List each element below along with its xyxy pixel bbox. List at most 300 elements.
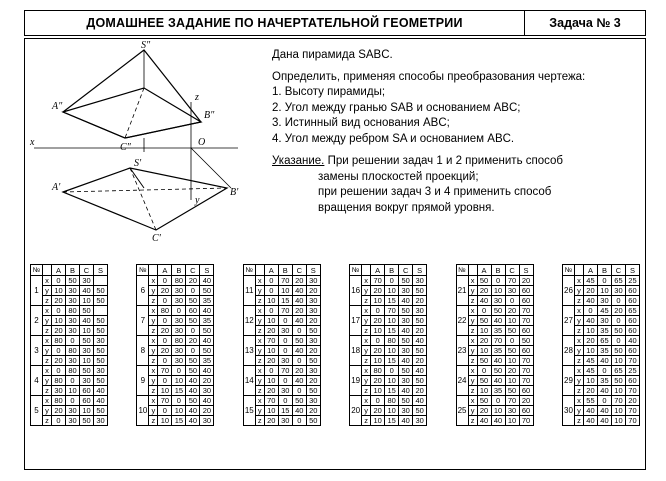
cell-c: 50: [505, 386, 519, 396]
axis-z: z: [43, 416, 52, 426]
table-row: [31, 316, 108, 326]
cell-s: 20: [306, 316, 320, 326]
axis-z: z: [362, 326, 371, 336]
axis-y: y: [149, 346, 158, 356]
cell-b: 30: [66, 356, 80, 366]
axis-x: x: [43, 396, 52, 406]
cell-c: 70: [505, 276, 519, 286]
cell-s: 40: [625, 336, 639, 346]
cell-b: 30: [66, 286, 80, 296]
cell-b: 40: [597, 386, 611, 396]
table-row: [31, 336, 108, 346]
cell-a: 50: [477, 276, 491, 286]
cell-c: 0: [505, 296, 519, 306]
cell-b: 0: [66, 376, 80, 386]
table-row: [456, 296, 533, 306]
cell-c: 50: [186, 396, 200, 406]
axis-x: x: [574, 276, 583, 286]
axis-x: x: [574, 336, 583, 346]
cell-c: 20: [292, 276, 306, 286]
cell-s: 60: [625, 376, 639, 386]
table-row: [137, 306, 214, 316]
row-number: 2: [31, 306, 43, 336]
table-row: [350, 356, 427, 366]
axis-y: y: [255, 376, 264, 386]
svg-text:z: z: [195, 92, 199, 103]
cell-s: 50: [413, 406, 427, 416]
cell-s: 50: [413, 346, 427, 356]
row-number: 21: [456, 276, 468, 306]
cell-b: 40: [491, 316, 505, 326]
cell-a: 20: [52, 356, 66, 366]
cell-a: 0: [583, 306, 597, 316]
cell-b: 30: [66, 406, 80, 416]
table-row: [31, 276, 108, 286]
cell-c: 40: [292, 296, 306, 306]
cell-c: 40: [186, 406, 200, 416]
axis-z: z: [468, 296, 477, 306]
cell-a: 0: [52, 276, 66, 286]
cell-s: 60: [519, 386, 533, 396]
table-row: [456, 386, 533, 396]
cell-b: 0: [597, 366, 611, 376]
cell-s: 30: [306, 306, 320, 316]
cell-c: 30: [399, 286, 413, 296]
cell-s: 70: [625, 356, 639, 366]
svg-text:C': C': [152, 233, 161, 244]
coordinate-table-1: [30, 264, 108, 426]
cell-b: 70: [491, 336, 505, 346]
table-row: [350, 326, 427, 336]
cell-s: 50: [94, 406, 108, 416]
cell-b: 0: [597, 276, 611, 286]
header-c: C: [186, 265, 200, 276]
header-no: №: [456, 265, 468, 276]
cell-s: 20: [200, 376, 214, 386]
cell-b: 0: [172, 366, 186, 376]
pyramid-drawing: [26, 40, 276, 250]
cell-c: 50: [80, 366, 94, 376]
row-number: 26: [562, 276, 574, 306]
cell-b: 40: [597, 416, 611, 426]
cell-s: 60: [519, 406, 533, 416]
cell-a: 70: [158, 366, 172, 376]
cell-a: 0: [264, 286, 278, 296]
cell-s: 20: [413, 326, 427, 336]
cell-b: 15: [278, 406, 292, 416]
cell-s: 60: [625, 316, 639, 326]
cell-c: 40: [186, 376, 200, 386]
cell-c: 0: [292, 386, 306, 396]
table-header-row: [243, 265, 320, 276]
table-row: [562, 406, 639, 416]
axis-x: x: [468, 336, 477, 346]
cell-c: 30: [399, 316, 413, 326]
header-b: B: [385, 265, 399, 276]
cell-a: 20: [583, 386, 597, 396]
cell-s: 70: [519, 416, 533, 426]
cell-a: 20: [477, 336, 491, 346]
table-header-row: [31, 265, 108, 276]
cell-a: 40: [477, 296, 491, 306]
axis-y: y: [362, 376, 371, 386]
cell-c: 40: [292, 376, 306, 386]
axis-x: x: [362, 276, 371, 286]
axis-z: z: [362, 386, 371, 396]
cell-b: 30: [278, 386, 292, 396]
table-row: [137, 336, 214, 346]
cell-a: 0: [158, 336, 172, 346]
cell-c: 70: [505, 396, 519, 406]
cell-a: 10: [158, 416, 172, 426]
cell-b: 10: [491, 286, 505, 296]
cell-a: 20: [371, 346, 385, 356]
cell-a: 40: [583, 416, 597, 426]
cell-b: 15: [385, 386, 399, 396]
axis-z: z: [43, 386, 52, 396]
svg-text:A': A': [52, 182, 61, 193]
cell-a: 70: [264, 396, 278, 406]
cell-c: 10: [80, 296, 94, 306]
cell-b: 10: [172, 406, 186, 416]
cell-s: 60: [625, 286, 639, 296]
table-row: [31, 376, 108, 386]
cell-s: 20: [306, 346, 320, 356]
table-row: [31, 356, 108, 366]
cell-s: 40: [413, 366, 427, 376]
header-c: C: [399, 265, 413, 276]
cell-s: 60: [625, 296, 639, 306]
cell-b: 30: [172, 296, 186, 306]
row-number: 14: [243, 366, 255, 396]
cell-s: 50: [94, 376, 108, 386]
header-no: №: [562, 265, 574, 276]
svg-text:x: x: [30, 137, 35, 148]
cell-a: 20: [52, 406, 66, 416]
axis-x: x: [149, 336, 158, 346]
header-s: S: [413, 265, 427, 276]
cell-a: 20: [477, 406, 491, 416]
cell-a: 0: [158, 356, 172, 366]
cell-s: 40: [200, 336, 214, 346]
cell-c: 40: [186, 386, 200, 396]
row-number: 20: [350, 396, 362, 426]
axis-y: y: [43, 346, 52, 356]
cell-c: 0: [611, 316, 625, 326]
axis-y: y: [255, 346, 264, 356]
table-row: [456, 356, 533, 366]
table-row: [350, 346, 427, 356]
cell-b: 50: [491, 306, 505, 316]
cell-s: 60: [519, 346, 533, 356]
cell-b: 30: [491, 296, 505, 306]
cell-s: 50: [413, 286, 427, 296]
row-number: 15: [243, 396, 255, 426]
cell-b: 0: [385, 366, 399, 376]
cell-c: 50: [80, 336, 94, 346]
cell-c: 10: [80, 326, 94, 336]
cell-s: 50: [306, 326, 320, 336]
table-row: [350, 416, 427, 426]
cell-a: 10: [583, 346, 597, 356]
cell-s: 20: [306, 376, 320, 386]
coordinate-table-4: [349, 264, 427, 426]
cell-b: 10: [385, 316, 399, 326]
task-item-2: 2. Угол между гранью SAB и основанием ABC;: [272, 101, 521, 114]
cell-a: 20: [477, 286, 491, 296]
cell-b: 15: [172, 416, 186, 426]
cell-s: 50: [94, 286, 108, 296]
table-row: [243, 376, 320, 386]
cell-a: 10: [158, 386, 172, 396]
axis-x: x: [149, 366, 158, 376]
table-row: [562, 296, 639, 306]
axis-x: x: [362, 396, 371, 406]
cell-a: 30: [52, 386, 66, 396]
header-a: A: [583, 265, 597, 276]
cell-c: 50: [186, 366, 200, 376]
cell-s: 70: [519, 316, 533, 326]
cell-c: 70: [611, 396, 625, 406]
axis-x: x: [43, 276, 52, 286]
table-row: [137, 396, 214, 406]
cell-a: 50: [477, 316, 491, 326]
cell-a: 0: [264, 306, 278, 316]
cell-c: 50: [399, 336, 413, 346]
cell-a: 0: [52, 416, 66, 426]
cell-a: 0: [158, 296, 172, 306]
table-row: [243, 316, 320, 326]
axis-z: z: [255, 416, 264, 426]
axis-z: z: [362, 356, 371, 366]
svg-text:S": S": [141, 40, 151, 51]
svg-text:B": B": [204, 110, 215, 121]
cell-b: 35: [491, 326, 505, 336]
axis-x: x: [149, 306, 158, 316]
cell-s: 60: [519, 326, 533, 336]
axis-x: x: [574, 366, 583, 376]
cell-c: 30: [80, 376, 94, 386]
table-row: [31, 306, 108, 316]
coordinate-table-6: [562, 264, 640, 426]
cell-c: 50: [186, 316, 200, 326]
axis-z: z: [149, 326, 158, 336]
task-item-1: 1. Высоту пирамиды;: [272, 86, 386, 98]
axis-z: z: [149, 416, 158, 426]
axis-z: z: [149, 356, 158, 366]
cell-a: 10: [477, 346, 491, 356]
cell-b: 0: [172, 396, 186, 406]
cell-a: 20: [264, 356, 278, 366]
cell-b: 30: [66, 296, 80, 306]
cell-a: 80: [52, 336, 66, 346]
cell-c: 0: [611, 336, 625, 346]
axis-z: z: [468, 326, 477, 336]
cell-b: 40: [491, 376, 505, 386]
hint-line-4: вращения вокруг прямой уровня.: [318, 201, 495, 214]
row-number: 5: [31, 396, 43, 426]
header-no: №: [137, 265, 149, 276]
row-number: 11: [243, 276, 255, 306]
cell-a: 20: [371, 376, 385, 386]
cell-c: 20: [611, 306, 625, 316]
axis-x: x: [362, 306, 371, 316]
cell-c: 10: [505, 316, 519, 326]
cell-s: 20: [413, 296, 427, 306]
cell-c: 0: [611, 296, 625, 306]
row-number: 9: [137, 366, 149, 396]
cell-s: 70: [519, 356, 533, 366]
axis-z: z: [149, 296, 158, 306]
cell-a: 50: [477, 356, 491, 366]
cell-a: 10: [371, 386, 385, 396]
cell-c: 30: [80, 276, 94, 286]
cell-c: 20: [505, 306, 519, 316]
cell-s: 40: [94, 396, 108, 406]
cell-a: 45: [583, 276, 597, 286]
table-row: [243, 346, 320, 356]
cell-b: 40: [491, 356, 505, 366]
cell-a: 0: [158, 376, 172, 386]
cell-a: 0: [477, 306, 491, 316]
cell-b: 70: [278, 306, 292, 316]
cell-s: 30: [306, 396, 320, 406]
cell-c: 10: [80, 406, 94, 416]
cell-a: 10: [371, 296, 385, 306]
cell-a: 40: [583, 406, 597, 416]
row-number: 24: [456, 366, 468, 396]
cell-s: 70: [519, 306, 533, 316]
cell-s: 50: [413, 376, 427, 386]
cell-a: 20: [264, 326, 278, 336]
axis-z: z: [255, 356, 264, 366]
cell-a: 20: [52, 296, 66, 306]
table-row: [243, 366, 320, 376]
table-row: [562, 326, 639, 336]
row-number: 23: [456, 336, 468, 366]
coordinate-table-5: [456, 264, 534, 426]
cell-b: 80: [66, 366, 80, 376]
cell-c: 30: [399, 406, 413, 416]
header-s: S: [200, 265, 214, 276]
table-row: [562, 356, 639, 366]
cell-a: 80: [52, 376, 66, 386]
axis-z: z: [43, 296, 52, 306]
cell-a: 10: [371, 416, 385, 426]
cell-a: 0: [158, 316, 172, 326]
cell-s: 35: [200, 296, 214, 306]
axis-x: x: [468, 396, 477, 406]
cell-s: 50: [519, 336, 533, 346]
table-header-row: [137, 265, 214, 276]
table-header-row: [562, 265, 639, 276]
cell-s: 25: [625, 366, 639, 376]
axis-y: y: [149, 316, 158, 326]
cell-c: 10: [505, 416, 519, 426]
coordinate-table-2: [136, 264, 214, 426]
table-row: [137, 386, 214, 396]
row-number: 6: [137, 276, 149, 306]
header-b: B: [278, 265, 292, 276]
axis-z: z: [574, 356, 583, 366]
cell-b: 30: [172, 346, 186, 356]
cell-b: 0: [278, 376, 292, 386]
cell-s: 20: [200, 406, 214, 416]
cell-b: 35: [491, 346, 505, 356]
table-row: [243, 306, 320, 316]
header-b: B: [491, 265, 505, 276]
cell-b: 10: [491, 406, 505, 416]
header-s: S: [94, 265, 108, 276]
cell-a: 55: [583, 396, 597, 406]
table-row: [137, 316, 214, 326]
cell-a: 0: [52, 306, 66, 316]
axis-y: y: [43, 286, 52, 296]
cell-a: 0: [477, 366, 491, 376]
axis-x: x: [43, 306, 52, 316]
cell-c: 40: [399, 356, 413, 366]
cell-a: 10: [477, 386, 491, 396]
cell-s: 60: [519, 296, 533, 306]
axis-x: x: [468, 366, 477, 376]
cell-c: 65: [611, 366, 625, 376]
header-b: B: [66, 265, 80, 276]
cell-b: 40: [597, 406, 611, 416]
cell-c: 60: [80, 396, 94, 406]
axis-z: z: [43, 356, 52, 366]
cell-b: 0: [385, 276, 399, 286]
cell-c: 0: [186, 286, 200, 296]
axis-y: y: [468, 346, 477, 356]
cell-c: 40: [80, 316, 94, 326]
table-row: [350, 296, 427, 306]
cell-a: 10: [583, 326, 597, 336]
svg-text:y: y: [195, 195, 200, 206]
cell-a: 10: [371, 356, 385, 366]
cell-a: 10: [583, 376, 597, 386]
cell-s: 60: [625, 326, 639, 336]
cell-s: 60: [519, 286, 533, 296]
axis-x: x: [43, 366, 52, 376]
cell-c: 0: [505, 336, 519, 346]
cell-b: 15: [385, 356, 399, 366]
svg-text:A": A": [52, 101, 63, 112]
cell-c: 40: [399, 416, 413, 426]
axis-x: x: [574, 396, 583, 406]
cell-c: 60: [186, 306, 200, 316]
table-row: [456, 326, 533, 336]
table-row: [456, 316, 533, 326]
hint-line-3: при решении задач 3 и 4 применить способ: [318, 186, 552, 198]
header-a: A: [264, 265, 278, 276]
cell-a: 0: [158, 406, 172, 416]
cell-b: 30: [172, 326, 186, 336]
hint-line-2: замены плоскостей проекций;: [318, 170, 479, 183]
axis-z: z: [362, 296, 371, 306]
table-row: [456, 336, 533, 346]
header-axis: [149, 265, 158, 276]
cell-a: 0: [52, 346, 66, 356]
header-no: №: [31, 265, 43, 276]
cell-a: 20: [158, 286, 172, 296]
axis-y: y: [255, 316, 264, 326]
cell-s: 30: [94, 366, 108, 376]
table-row: [31, 326, 108, 336]
cell-c: 10: [611, 416, 625, 426]
table-row: [137, 376, 214, 386]
table-row: [243, 296, 320, 306]
cell-s: 40: [200, 276, 214, 286]
